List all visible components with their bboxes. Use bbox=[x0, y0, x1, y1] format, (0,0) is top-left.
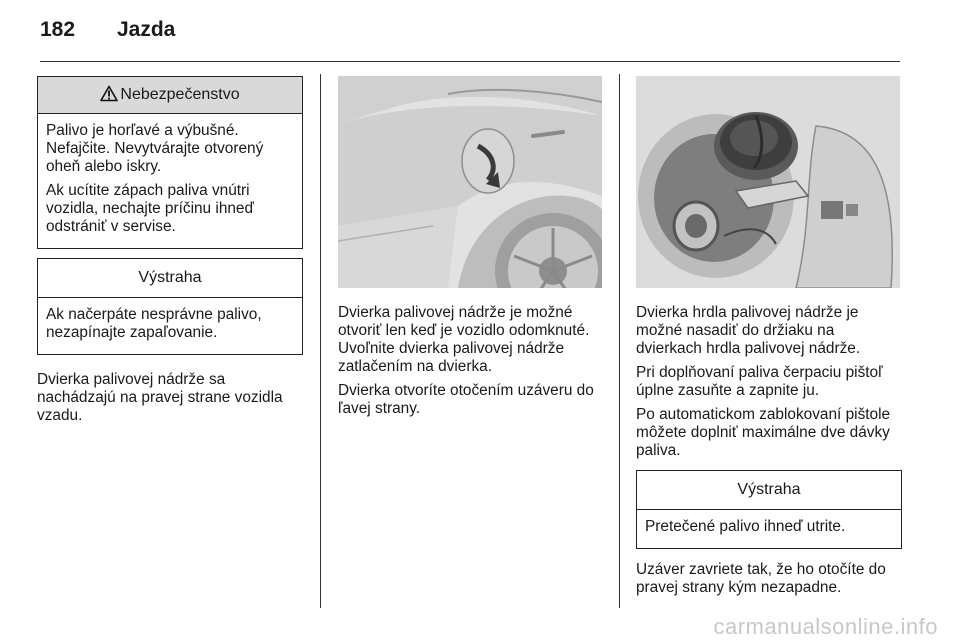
warning-box-1-header bbox=[38, 259, 302, 298]
page-header bbox=[40, 14, 900, 54]
column-1 bbox=[37, 76, 303, 431]
col3-paragraph-1: Dvierka hrdla palivovej nádrže je možné nasadiť do držiaku na dvierkach hrdla palivovej nádrže. bbox=[636, 304, 861, 357]
watermark: carmanualsonline.info bbox=[713, 614, 938, 639]
danger-box bbox=[37, 76, 303, 249]
section-title: Jazda bbox=[117, 18, 176, 41]
danger-paragraph-1: Palivo je horľavé a výbušné. Nefajčite. Nevytvárajte otvorený oheň alebo iskry. bbox=[46, 122, 264, 175]
warning-box-2 bbox=[636, 470, 902, 549]
col2-paragraph-1: Dvierka palivovej nádrže je možné otvoriť len keď je vozidlo odomknuté. Uvoľnite dvierka palivovej nádrže zatlačením na dvierka. bbox=[338, 304, 590, 375]
column-divider-1 bbox=[320, 74, 321, 608]
col3-paragraph-2: Pri doplňovaní paliva čerpaciu pištoľ úplne zasuňte a zapnite ju. bbox=[636, 364, 883, 399]
col1-text: Dvierka palivovej nádrže sa nachádzajú na pravej strane vozidla vzadu. bbox=[37, 371, 283, 424]
danger-paragraph-2: Ak ucítite zápach paliva vnútri vozidla, nechajte príčinu ihneď odstrániť v servise. bbox=[46, 182, 254, 235]
column-divider-2 bbox=[619, 74, 620, 608]
warning-box-1-text: Ak načerpáte nesprávne palivo, nezapínajte zapaľovanie. bbox=[46, 306, 262, 341]
car-rear-fuel-door-illustration bbox=[338, 76, 602, 288]
warning-box-2-text: Pretečené palivo ihneď utrite. bbox=[645, 518, 846, 535]
warning-box-2-title: Výstraha bbox=[737, 481, 801, 498]
col3-paragraph-3: Po automatickom zablokovaní pištole môžete doplniť maximálne dve dávky paliva. bbox=[636, 406, 891, 459]
column-2 bbox=[338, 76, 604, 424]
danger-box-title: Nebezpečenstvo bbox=[120, 86, 240, 103]
danger-box-header bbox=[38, 77, 302, 114]
col2-paragraph-2: Dvierka otvoríte otočením uzáveru do ľavej strany. bbox=[338, 382, 594, 417]
col3-text: Uzáver zavriete tak, že ho otočíte do pravej strany kým nezapadne. bbox=[636, 561, 886, 596]
column-3 bbox=[636, 76, 902, 603]
warning-box-2-header bbox=[637, 471, 901, 510]
warning-box-1-title: Výstraha bbox=[138, 269, 202, 286]
warning-box-1-body bbox=[38, 298, 302, 354]
danger-box-body bbox=[38, 114, 302, 248]
warning-box-2-body bbox=[637, 510, 901, 548]
fuel-filler-cap-illustration bbox=[636, 76, 900, 288]
header-divider bbox=[40, 61, 900, 62]
warning-triangle-icon bbox=[100, 85, 118, 102]
page-number: 182 bbox=[40, 18, 76, 41]
warning-box-1 bbox=[37, 258, 303, 355]
